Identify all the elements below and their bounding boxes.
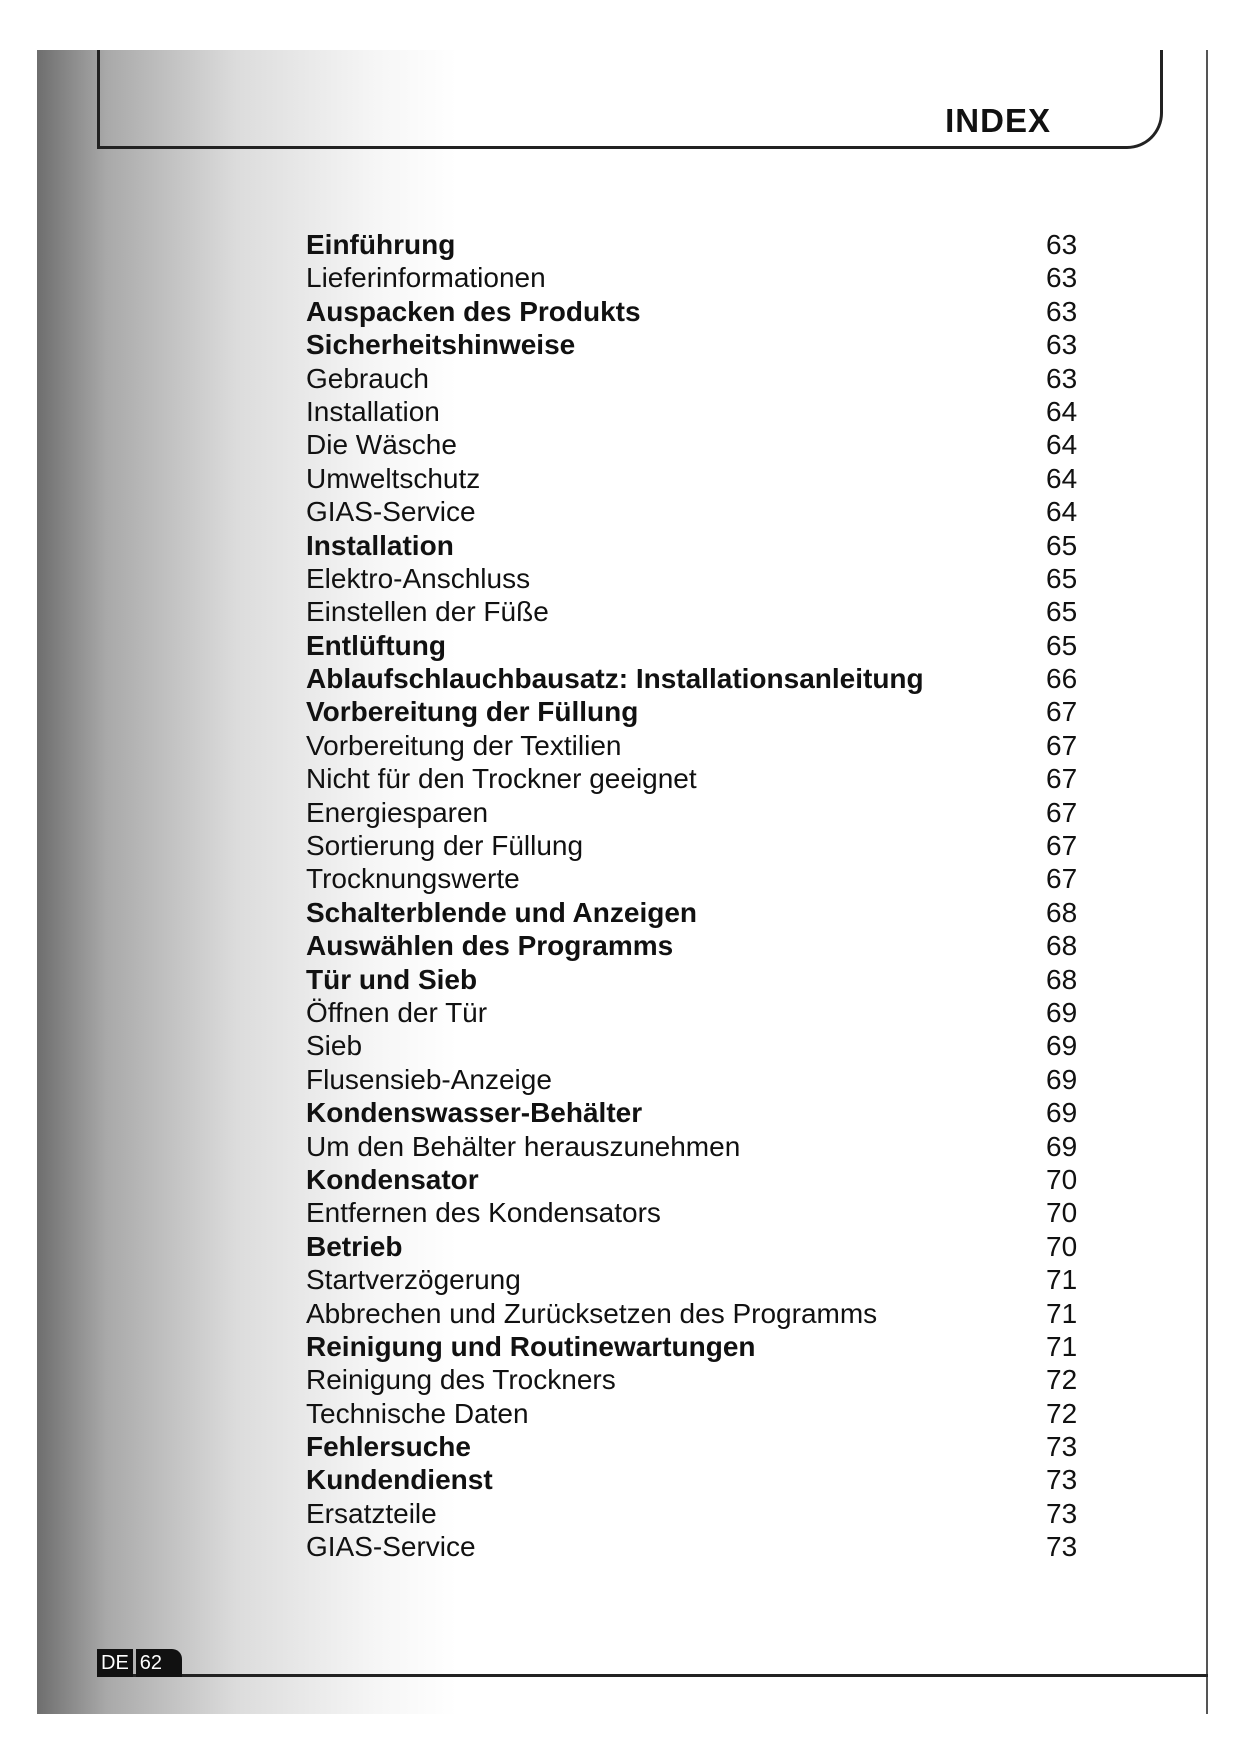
toc-entry[interactable] bbox=[306, 695, 1086, 728]
toc-entry[interactable] bbox=[306, 1463, 1086, 1496]
toc-entry-label: Einstellen der Füße bbox=[306, 596, 549, 628]
toc-entry-label: Um den Behälter herauszunehmen bbox=[306, 1130, 741, 1162]
toc-entry-page: 63 bbox=[1046, 262, 1078, 294]
table-of-contents bbox=[306, 228, 1086, 1564]
toc-entry-label: Nicht für den Trockner geeignet bbox=[306, 763, 697, 795]
toc-entry-page: 72 bbox=[1046, 1364, 1078, 1396]
toc-entry-label: Installation bbox=[306, 395, 440, 427]
toc-entry-page: 65 bbox=[1046, 562, 1078, 594]
toc-entry-label: Umweltschutz bbox=[306, 462, 481, 494]
toc-entry[interactable] bbox=[306, 1397, 1086, 1430]
toc-entry-label: Trocknungswerte bbox=[306, 863, 520, 895]
toc-entry[interactable] bbox=[306, 295, 1086, 328]
footer-page-badge bbox=[97, 1649, 182, 1677]
toc-entry-page: 69 bbox=[1046, 1030, 1078, 1062]
toc-entry[interactable] bbox=[306, 862, 1086, 895]
toc-entry[interactable] bbox=[306, 829, 1086, 862]
toc-entry-label: GIAS-Service bbox=[306, 1531, 476, 1563]
toc-entry-page: 63 bbox=[1046, 229, 1078, 260]
toc-entry-page: 68 bbox=[1046, 896, 1078, 928]
toc-entry-label: Lieferinformationen bbox=[306, 262, 546, 294]
toc-entry-page: 64 bbox=[1046, 462, 1078, 494]
toc-entry[interactable] bbox=[306, 1130, 1086, 1163]
toc-entry[interactable] bbox=[306, 1263, 1086, 1296]
toc-entry-label: Vorbereitung der Textilien bbox=[306, 729, 622, 761]
toc-entry[interactable] bbox=[306, 996, 1086, 1029]
toc-entry-label: Ablaufschlauchbausatz: Installationsanleitung bbox=[306, 663, 924, 695]
toc-entry-page: 67 bbox=[1046, 763, 1078, 795]
toc-entry-label: Sicherheitshinweise bbox=[306, 329, 576, 361]
toc-entry[interactable] bbox=[306, 1196, 1086, 1229]
page-title: INDEX bbox=[945, 102, 1051, 139]
toc-entry-label: Ersatzteile bbox=[306, 1497, 437, 1529]
toc-entry-label: Schalterblende und Anzeigen bbox=[306, 896, 698, 928]
toc-entry-page: 64 bbox=[1046, 395, 1078, 427]
toc-entry-label: Flusensieb-Anzeige bbox=[306, 1063, 552, 1095]
toc-entry[interactable] bbox=[306, 729, 1086, 762]
toc-entry-label: Kundendienst bbox=[306, 1464, 493, 1496]
toc-entry[interactable] bbox=[306, 896, 1086, 929]
toc-entry-page: 71 bbox=[1046, 1264, 1078, 1296]
toc-entry[interactable] bbox=[306, 428, 1086, 461]
toc-entry-page: 63 bbox=[1046, 362, 1078, 394]
toc-entry-label: Elektro-Anschluss bbox=[306, 562, 531, 594]
toc-entry-label: Sieb bbox=[306, 1030, 363, 1062]
toc-entry-page: 69 bbox=[1046, 1063, 1078, 1095]
toc-entry-page: 71 bbox=[1046, 1330, 1078, 1362]
toc-entry-page: 63 bbox=[1046, 329, 1078, 361]
toc-entry-page: 73 bbox=[1046, 1531, 1078, 1563]
toc-entry-label: Reinigung des Trockners bbox=[306, 1364, 616, 1396]
toc-entry-page: 65 bbox=[1046, 596, 1078, 628]
toc-entry-label: Auspacken des Produkts bbox=[306, 295, 641, 327]
toc-entry-page: 69 bbox=[1046, 1097, 1078, 1129]
toc-entry-label: Die Wäsche bbox=[306, 429, 457, 461]
toc-entry[interactable] bbox=[306, 395, 1086, 428]
toc-entry[interactable] bbox=[306, 495, 1086, 528]
toc-entry-label: Gebrauch bbox=[306, 362, 429, 394]
toc-entry-label: Einführung bbox=[306, 229, 456, 260]
toc-entry-page: 63 bbox=[1046, 295, 1078, 327]
toc-entry-page: 64 bbox=[1046, 429, 1078, 461]
toc-entry-page: 73 bbox=[1046, 1464, 1078, 1496]
toc-entry[interactable] bbox=[306, 1063, 1086, 1096]
toc-entry-page: 72 bbox=[1046, 1397, 1078, 1429]
toc-entry-page: 64 bbox=[1046, 496, 1078, 528]
toc-entry-label: Vorbereitung der Füllung bbox=[306, 696, 639, 728]
right-margin-rule bbox=[1206, 50, 1208, 1714]
toc-entry[interactable] bbox=[306, 1363, 1086, 1396]
toc-entry[interactable] bbox=[306, 662, 1086, 695]
toc-entry[interactable] bbox=[306, 796, 1086, 829]
toc-entry[interactable] bbox=[306, 529, 1086, 562]
footer-rule bbox=[97, 1674, 1208, 1677]
toc-entry[interactable] bbox=[306, 1330, 1086, 1363]
toc-entry-page: 69 bbox=[1046, 996, 1078, 1028]
toc-entry-page: 67 bbox=[1046, 729, 1078, 761]
toc-entry[interactable] bbox=[306, 1297, 1086, 1330]
toc-entry-label: Entfernen des Kondensators bbox=[306, 1197, 661, 1229]
toc-entry-page: 67 bbox=[1046, 796, 1078, 828]
toc-entry-label: Reinigung und Routinewartungen bbox=[306, 1330, 756, 1362]
toc-entry-label: Auswählen des Programms bbox=[306, 930, 674, 962]
toc-entry-page: 71 bbox=[1046, 1297, 1078, 1329]
toc-entry-page: 70 bbox=[1046, 1197, 1078, 1229]
toc-entry[interactable] bbox=[306, 963, 1086, 996]
toc-entry-page: 73 bbox=[1046, 1497, 1078, 1529]
toc-entry[interactable] bbox=[306, 929, 1086, 962]
footer-page-number: 62 bbox=[136, 1649, 182, 1677]
toc-entry[interactable] bbox=[306, 1163, 1086, 1196]
toc-entry-label: Kondenswasser-Behälter bbox=[306, 1097, 643, 1129]
toc-entry[interactable] bbox=[306, 362, 1086, 395]
toc-entry-label: Startverzögerung bbox=[306, 1264, 521, 1296]
toc-entry[interactable] bbox=[306, 1430, 1086, 1463]
toc-entry-label: Installation bbox=[306, 529, 454, 561]
toc-entry[interactable] bbox=[306, 562, 1086, 595]
footer-language-code: DE bbox=[97, 1649, 133, 1677]
toc-entry-label: GIAS-Service bbox=[306, 496, 476, 528]
toc-entry[interactable] bbox=[306, 595, 1086, 628]
toc-entry-label: Öffnen der Tür bbox=[306, 996, 488, 1028]
toc-entry-page: 70 bbox=[1046, 1163, 1078, 1195]
toc-entry-page: 68 bbox=[1046, 930, 1078, 962]
toc-entry-page: 68 bbox=[1046, 963, 1078, 995]
toc-entry-label: Kondensator bbox=[306, 1163, 479, 1195]
toc-entry[interactable] bbox=[306, 261, 1086, 294]
toc-entry-label: Sortierung der Füllung bbox=[306, 830, 584, 862]
toc-entry-label: Abbrechen und Zurücksetzen des Programms bbox=[306, 1297, 878, 1329]
toc-entry[interactable] bbox=[306, 1029, 1086, 1062]
toc-entry-label: Betrieb bbox=[306, 1230, 403, 1262]
toc-entry-page: 67 bbox=[1046, 830, 1078, 862]
toc-entry-page: 66 bbox=[1046, 663, 1078, 695]
toc-entry-label: Fehlersuche bbox=[306, 1431, 471, 1463]
toc-entry[interactable] bbox=[306, 629, 1086, 662]
toc-entry[interactable] bbox=[306, 1530, 1086, 1563]
toc-entry[interactable] bbox=[306, 762, 1086, 795]
toc-entry[interactable] bbox=[306, 1096, 1086, 1129]
toc-entry-label: Technische Daten bbox=[306, 1397, 529, 1429]
toc-entry-page: 70 bbox=[1046, 1230, 1078, 1262]
toc-entry-page: 65 bbox=[1046, 629, 1078, 661]
toc-entry-page: 67 bbox=[1046, 696, 1078, 728]
toc-entry-label: Tür und Sieb bbox=[306, 963, 478, 995]
toc-entry-page: 67 bbox=[1046, 863, 1078, 895]
toc-entry[interactable] bbox=[306, 328, 1086, 361]
toc-entry[interactable] bbox=[306, 228, 1086, 261]
toc-entry[interactable] bbox=[306, 1230, 1086, 1263]
toc-entry[interactable] bbox=[306, 462, 1086, 495]
toc-entry-page: 73 bbox=[1046, 1431, 1078, 1463]
toc-entry[interactable] bbox=[306, 1497, 1086, 1530]
toc-entry-label: Entlüftung bbox=[306, 629, 446, 661]
toc-entry-page: 65 bbox=[1046, 529, 1078, 561]
toc-entry-label: Energiesparen bbox=[306, 796, 489, 828]
toc-entry-page: 69 bbox=[1046, 1130, 1078, 1162]
